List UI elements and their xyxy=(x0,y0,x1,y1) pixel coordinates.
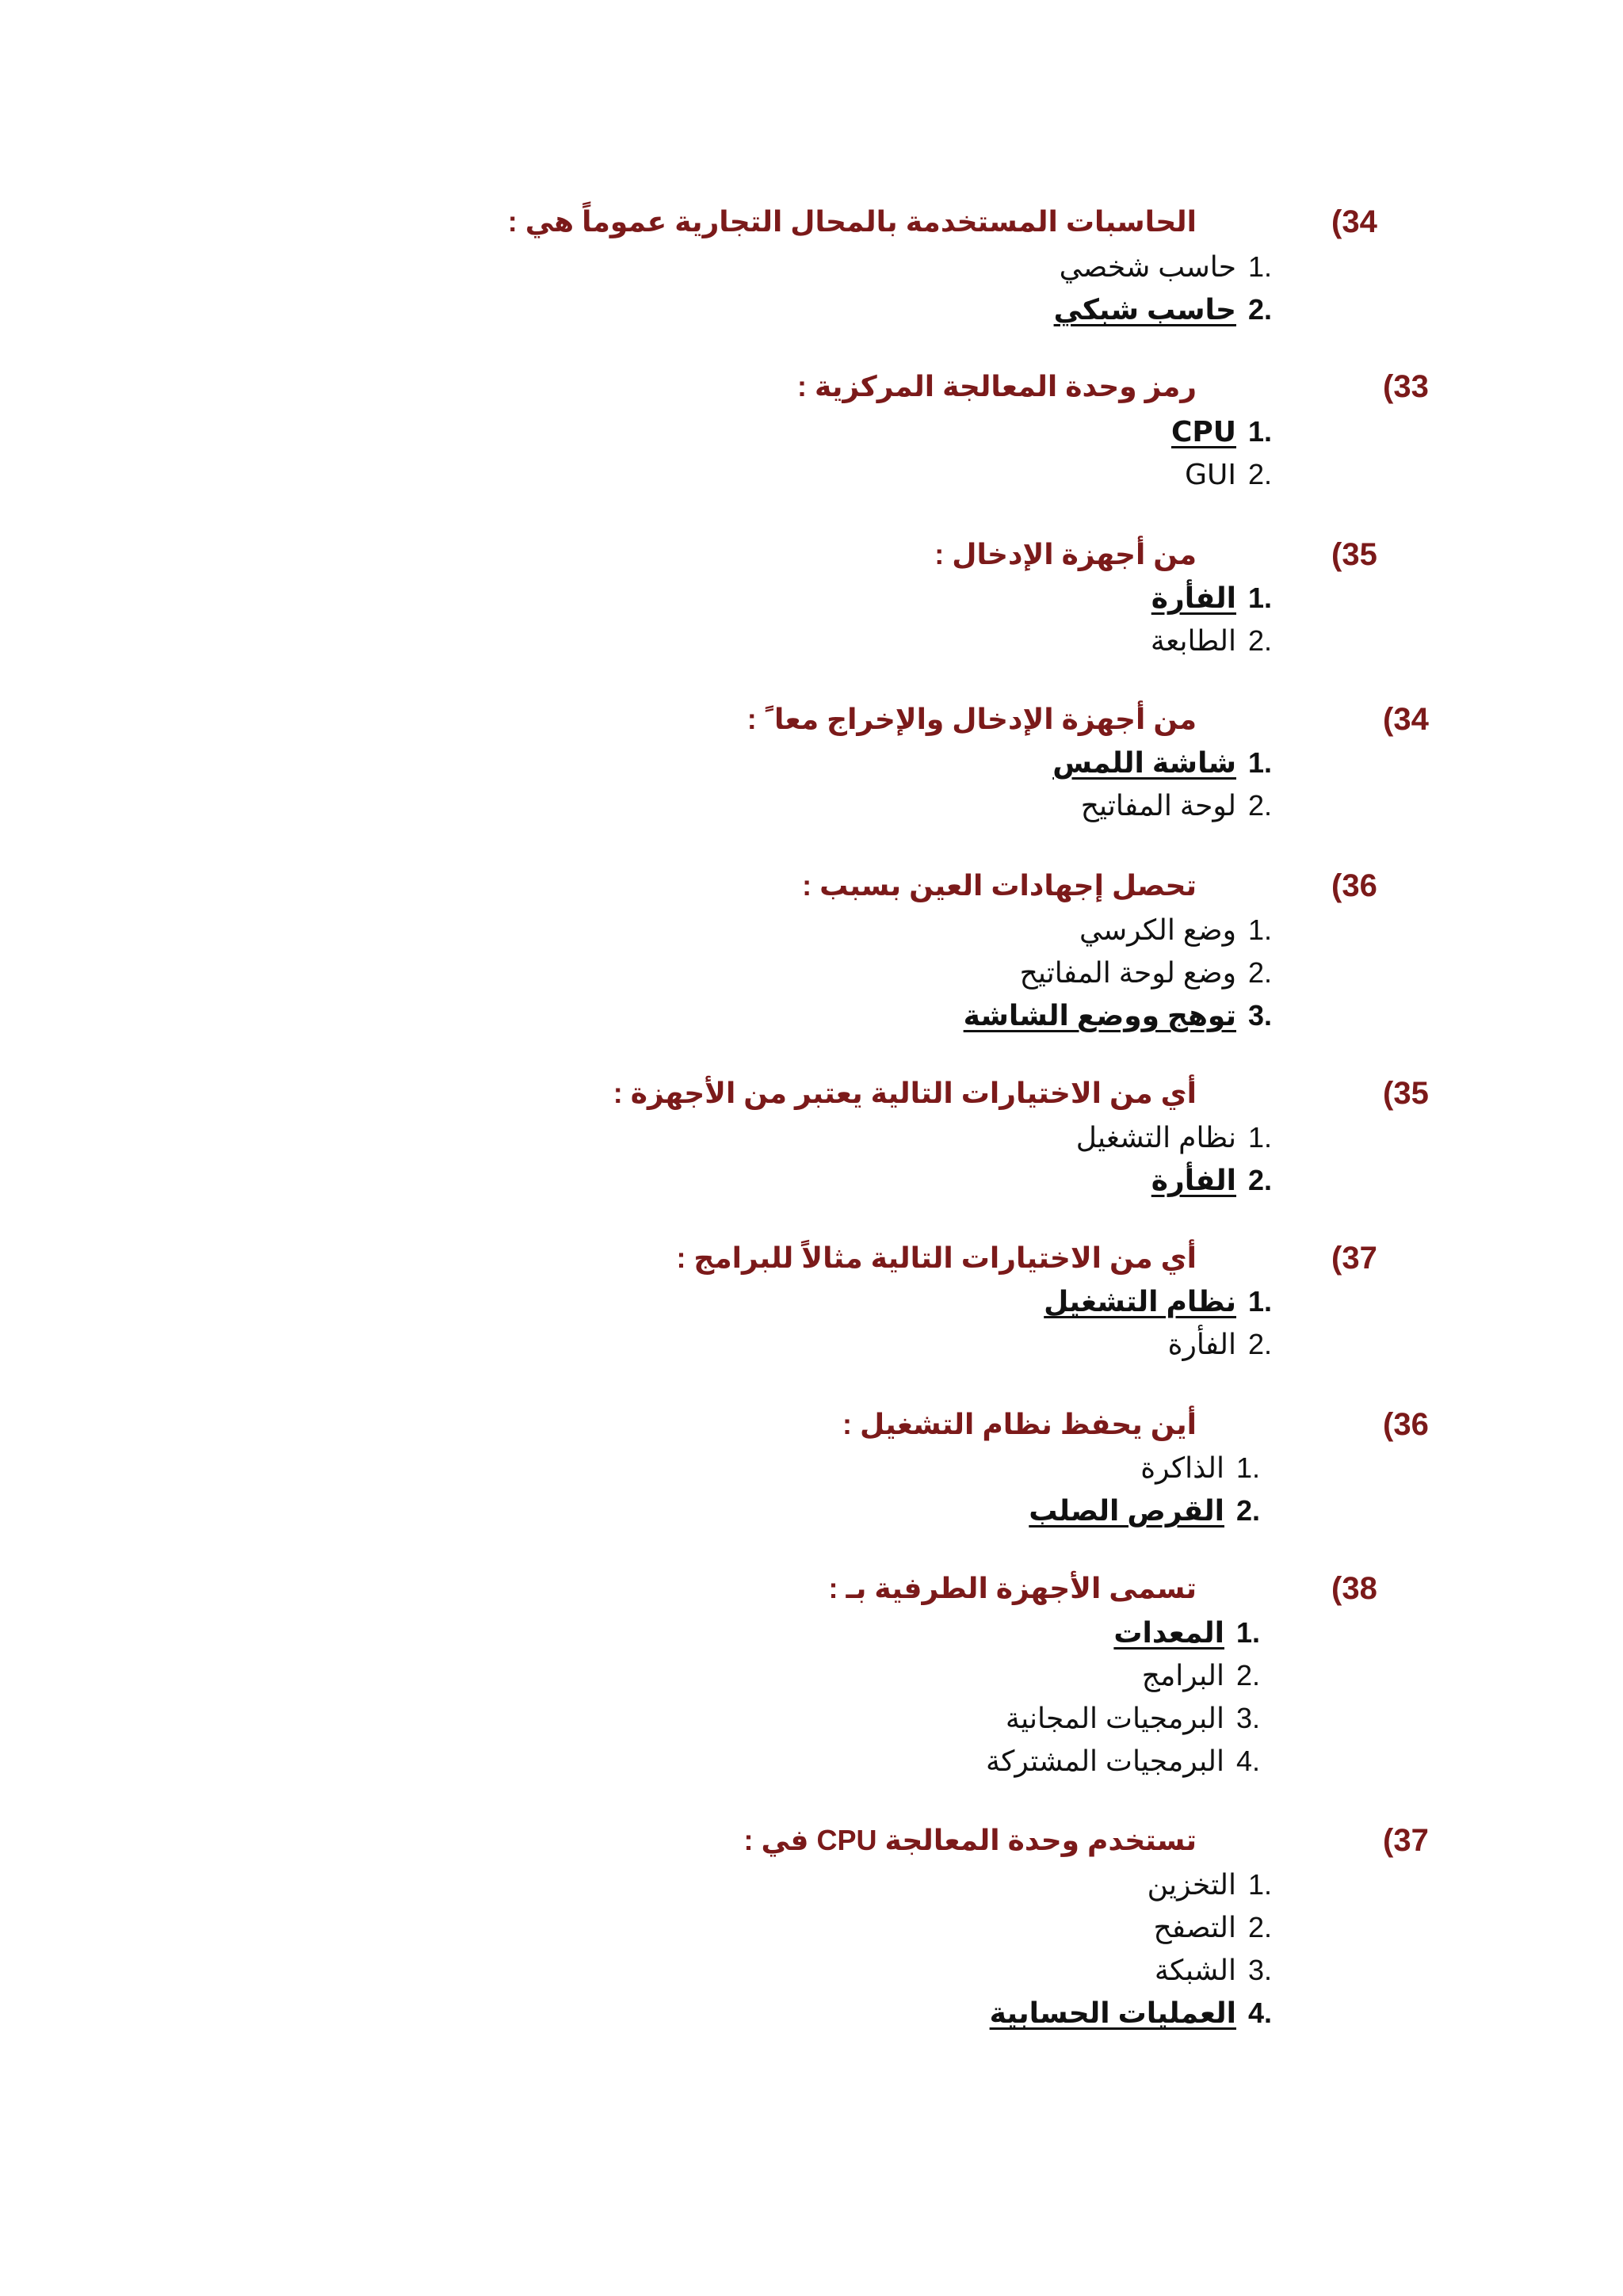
option-text: نظام التشغيل xyxy=(1075,1121,1236,1154)
option-number: 2. xyxy=(1247,458,1273,490)
option-number: 1. xyxy=(1247,415,1273,448)
option-item xyxy=(242,1740,1272,1783)
option-text: شاشة اللمس xyxy=(1052,746,1236,779)
question-number: (34 xyxy=(1383,702,1429,737)
question-text: تستخدم وحدة المعالجة CPU في : xyxy=(743,1824,1197,1856)
question-text: تحصل إجهادات العين بسبب : xyxy=(802,869,1197,902)
option-text: CPU xyxy=(1170,416,1236,448)
option-number: 3. xyxy=(1235,1702,1261,1734)
option-item xyxy=(242,1447,1272,1489)
option-number: 1. xyxy=(1247,1121,1273,1154)
option-item-correct xyxy=(254,742,1284,784)
option-number: 1. xyxy=(1247,250,1273,283)
option-item xyxy=(254,952,1284,994)
question-text: أين يحفظ نظام التشغيل : xyxy=(842,1408,1197,1440)
option-item-correct xyxy=(254,288,1284,331)
option-number: 1. xyxy=(1247,746,1273,779)
option-item-correct xyxy=(242,1489,1272,1532)
option-number: 1. xyxy=(1235,1451,1261,1484)
option-number: 2. xyxy=(1247,293,1273,326)
option-item-correct xyxy=(254,1280,1284,1323)
question-number: (33 xyxy=(1383,369,1429,404)
option-text: GUI xyxy=(1185,459,1236,491)
option-item-correct xyxy=(254,994,1284,1037)
option-item xyxy=(254,1949,1284,1992)
option-number: 2. xyxy=(1247,1328,1273,1360)
option-number: 3. xyxy=(1247,999,1273,1032)
option-item xyxy=(254,620,1284,662)
option-item-correct xyxy=(242,1611,1272,1654)
option-item xyxy=(254,246,1284,288)
option-item xyxy=(254,1116,1284,1159)
option-text: الطابعة xyxy=(1150,624,1236,657)
option-text: البرامج xyxy=(1141,1659,1224,1691)
option-item xyxy=(242,1654,1272,1697)
question-number: (37 xyxy=(1331,1241,1377,1276)
option-text: الفأرة xyxy=(1151,1164,1236,1196)
option-item xyxy=(254,1906,1284,1949)
option-text: التخزين xyxy=(1147,1868,1236,1901)
question-number: (35 xyxy=(1331,537,1377,572)
question-text: رمز وحدة المعالجة المركزية : xyxy=(797,370,1197,402)
option-text: نظام التشغيل xyxy=(1044,1285,1236,1318)
option-text: حاسب شخصي xyxy=(1059,250,1236,283)
option-text: لوحة المفاتيح xyxy=(1080,789,1236,822)
option-number: 2. xyxy=(1247,956,1273,989)
option-number: 1. xyxy=(1247,1285,1273,1318)
option-number: 2. xyxy=(1247,1911,1273,1943)
option-number: 3. xyxy=(1247,1954,1273,1986)
option-text: الذاكرة xyxy=(1140,1451,1224,1484)
question-number: (36 xyxy=(1383,1407,1429,1442)
question-number: (35 xyxy=(1383,1076,1429,1111)
question-number: (36 xyxy=(1331,868,1377,903)
question-text: من أجهزة الإدخال والإخراج معا ً : xyxy=(747,703,1197,735)
option-number: 4. xyxy=(1247,1997,1273,2029)
option-text: البرمجيات المجانية xyxy=(1005,1702,1224,1734)
question-text: الحاسبات المستخدمة بالمحال التجارية عموماً هي : xyxy=(507,205,1197,238)
option-number: 1. xyxy=(1247,913,1273,946)
question-text: أي من الاختيارات التالية مثالاً للبرامج : xyxy=(676,1241,1197,1274)
option-number: 1. xyxy=(1235,1616,1261,1649)
option-item-correct xyxy=(254,410,1284,454)
option-text: الشبكة xyxy=(1154,1954,1236,1986)
option-text: حاسب شبكي xyxy=(1053,293,1236,326)
question-text: تسمى الأجهزة الطرفية بـ : xyxy=(828,1572,1197,1604)
option-item xyxy=(254,1323,1284,1366)
question-number: (34 xyxy=(1331,204,1377,239)
option-text: الفأرة xyxy=(1167,1328,1236,1360)
question-number: (38 xyxy=(1331,1571,1377,1606)
option-item-correct xyxy=(254,1992,1284,2035)
option-text: التصفح xyxy=(1153,1911,1236,1943)
question-text: من أجهزة الإدخال : xyxy=(934,538,1197,570)
option-text: العمليات الحسابية xyxy=(989,1997,1236,2029)
option-item xyxy=(242,1697,1272,1740)
option-number: 2. xyxy=(1235,1659,1261,1691)
option-number: 2. xyxy=(1235,1494,1261,1527)
option-text: الفأرة xyxy=(1151,582,1236,614)
option-item-correct xyxy=(254,577,1284,620)
option-item xyxy=(254,1863,1284,1906)
question-text: أي من الاختيارات التالية يعتبر من الأجهزة : xyxy=(613,1077,1197,1109)
option-number: 1. xyxy=(1247,582,1273,614)
option-number: 4. xyxy=(1235,1745,1261,1777)
option-number: 2. xyxy=(1247,624,1273,657)
option-item-correct xyxy=(254,1159,1284,1202)
option-text: توهج ووضع الشاشة xyxy=(963,999,1236,1032)
option-item xyxy=(254,453,1284,497)
option-text: وضع الكرسي xyxy=(1079,913,1236,946)
option-number: 2. xyxy=(1247,789,1273,822)
option-text: القرص الصلب xyxy=(1029,1494,1224,1527)
option-number: 2. xyxy=(1247,1164,1273,1196)
question-number: (37 xyxy=(1383,1823,1429,1858)
option-item xyxy=(254,784,1284,827)
option-item xyxy=(254,909,1284,952)
option-number: 1. xyxy=(1247,1868,1273,1901)
option-text: المعدات xyxy=(1113,1616,1224,1649)
option-text: البرمجيات المشتركة xyxy=(985,1745,1224,1777)
option-text: وضع لوحة المفاتيح xyxy=(1019,956,1236,989)
